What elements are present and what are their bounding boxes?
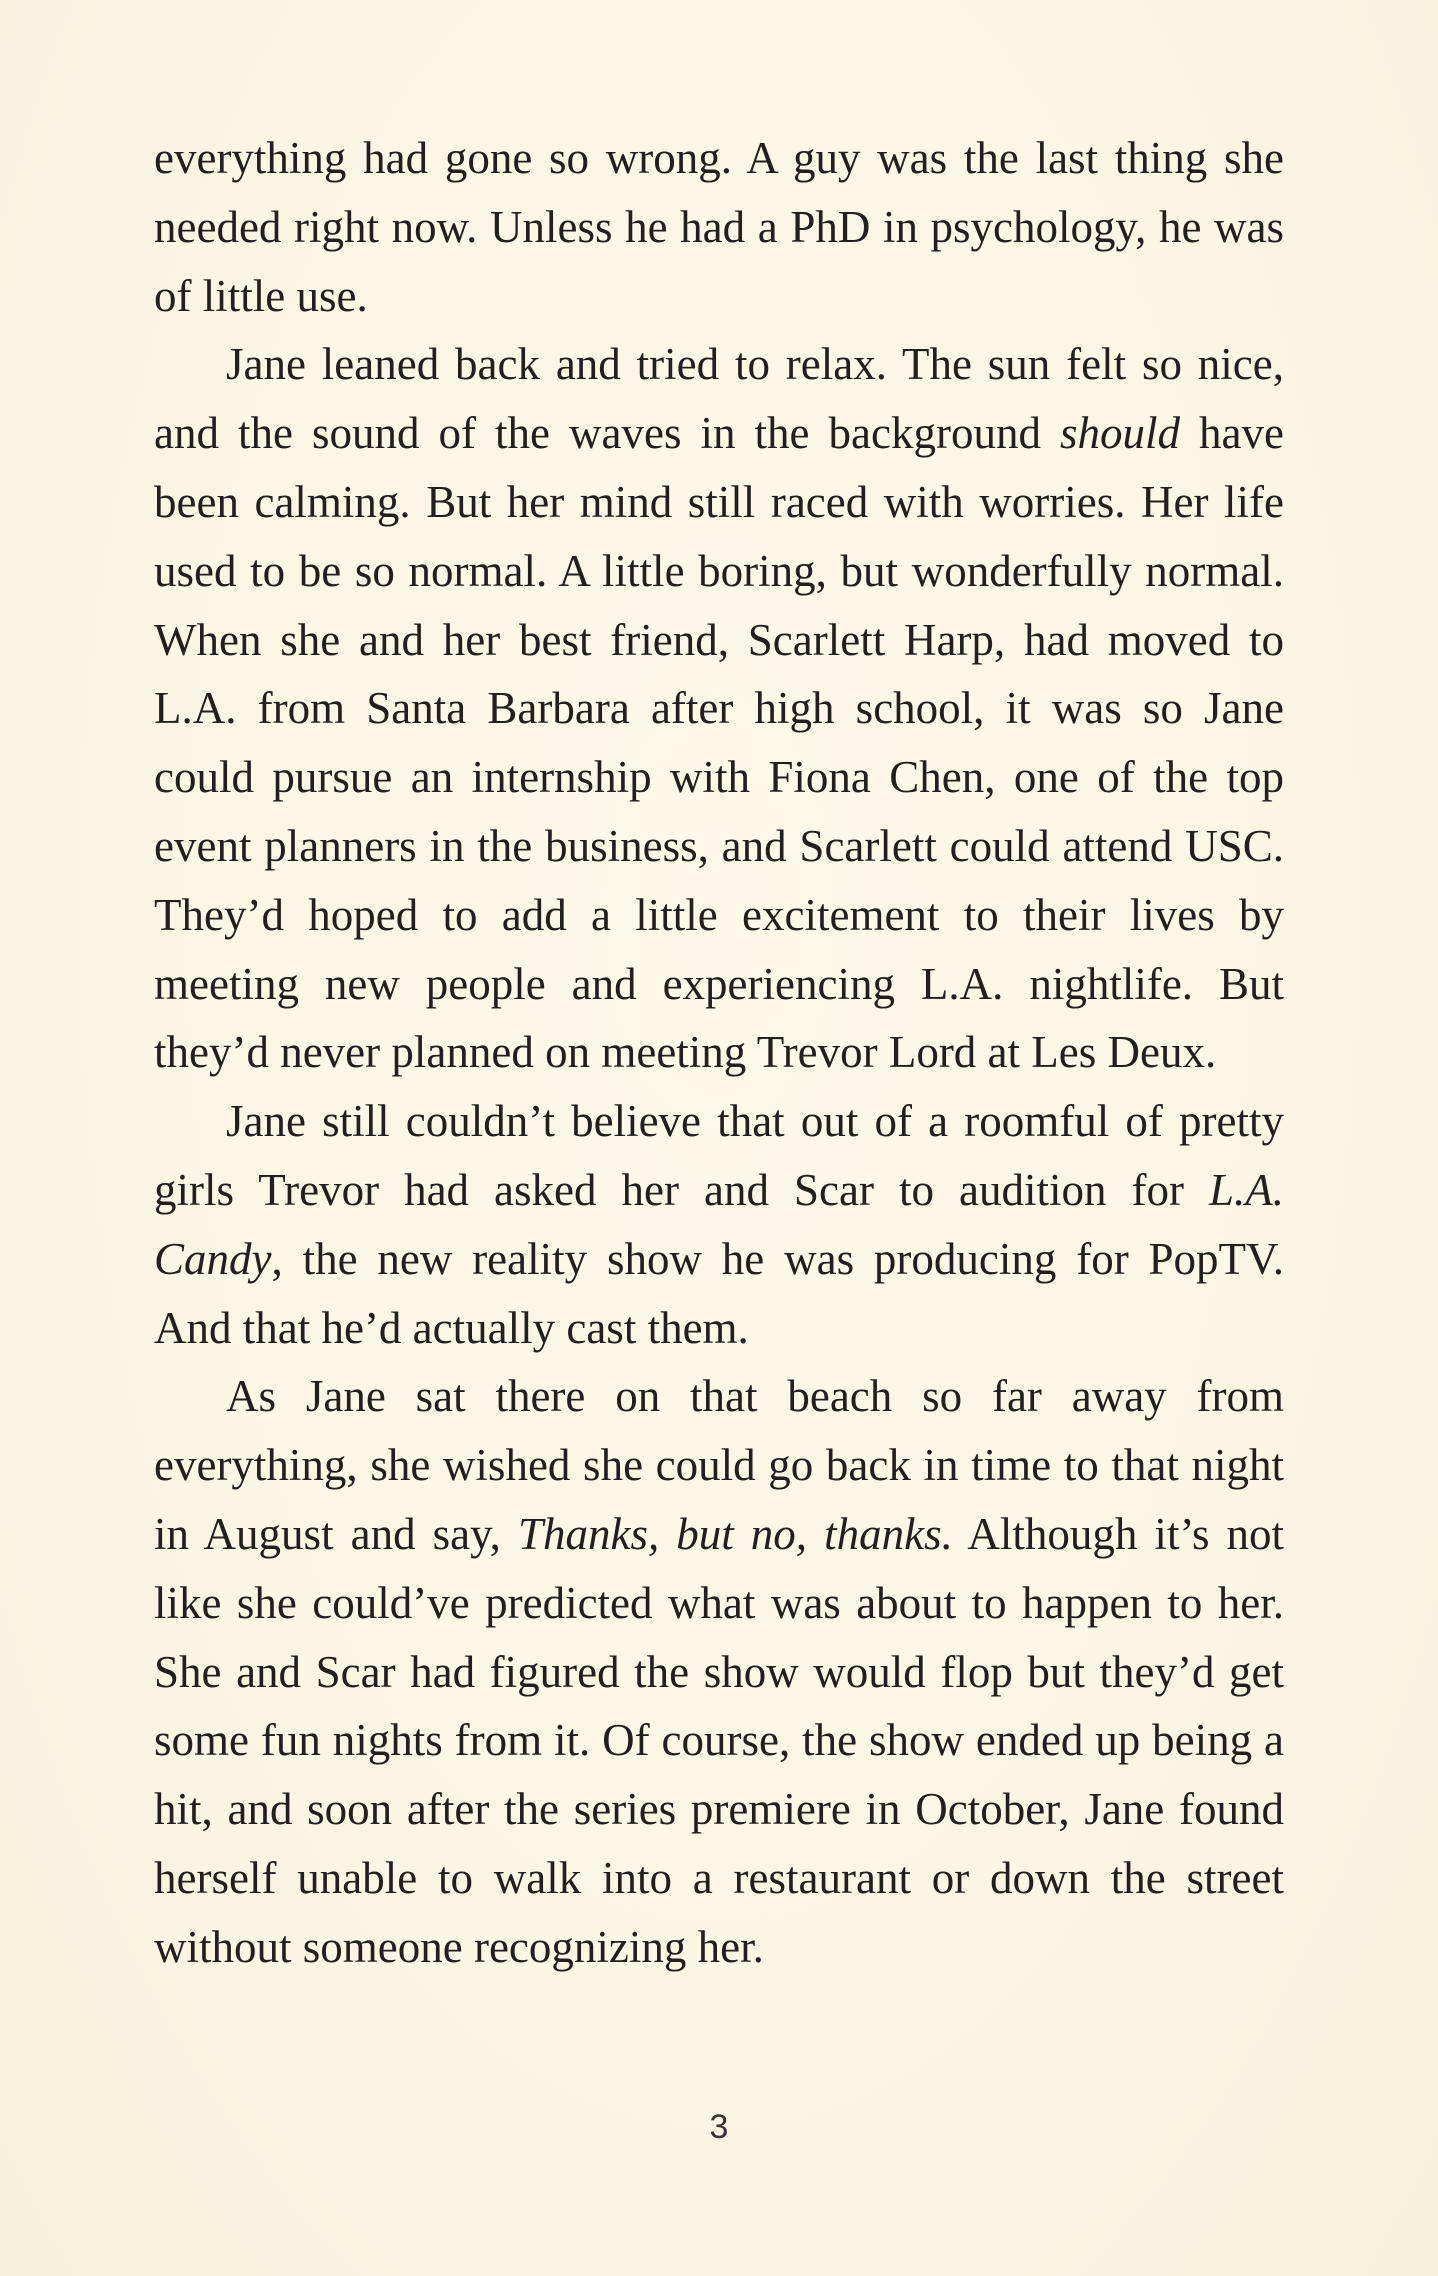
italic-segment: Thanks, but no, thanks. bbox=[517, 1508, 953, 1559]
text-segment: Jane still couldn’t believe that out of a roomful of pretty girls Trevor had asked her and Scar to audition for bbox=[154, 1096, 1284, 1215]
text-segment: everything had gone so wrong. A guy was the last thing she needed right now. Unless he had a PhD in psychology, he was of little use. bbox=[154, 133, 1284, 321]
italic-segment: L.A. Candy bbox=[154, 1164, 1284, 1284]
page-number: 3 bbox=[709, 2108, 729, 2146]
paragraph-2 bbox=[154, 330, 1284, 1087]
text-segment: Although it’s not like she could’ve predicted what was about to happen to her. She and Scar had figured the show would flop but they’d get some fun nights from it. Of course, the show ended up being a hit, and soon after the series premiere in October, Jane found herself unable to walk into a restaurant or down the street without someone recognizing her. bbox=[154, 1508, 1284, 1972]
italic-segment: should bbox=[1060, 408, 1181, 459]
paragraph-3 bbox=[154, 1087, 1284, 1362]
paragraph-1 bbox=[154, 124, 1284, 330]
text-segment: As Jane sat there on that beach so far away from everything, she wished she could go back in time to that night in August and say, bbox=[154, 1371, 1284, 1559]
body-text bbox=[154, 124, 1284, 1982]
text-segment: have been calming. But her mind still raced with worries. Her life used to be so normal. A little boring, but wonderfully normal. When she and her best friend, Scarlett Harp, had moved to L.A. from Santa Barbara after high school, it was so Jane could pursue an internship with Fiona Chen, one of the top event planners in the business, and Scarlett could attend USC. They’d hoped to add a little excitement to their lives by meeting new people and experiencing L.A. nightlife. But they’d never planned on meeting Trevor Lord at Les Deux. bbox=[154, 408, 1284, 1078]
text-segment: , the new reality show he was producing for PopTV. And that he’d actually cast them. bbox=[154, 1233, 1284, 1353]
text-segment: Jane leaned back and tried to relax. The sun felt so nice, and the sound of the waves in the background bbox=[154, 339, 1284, 459]
paragraph-4 bbox=[154, 1362, 1284, 1981]
